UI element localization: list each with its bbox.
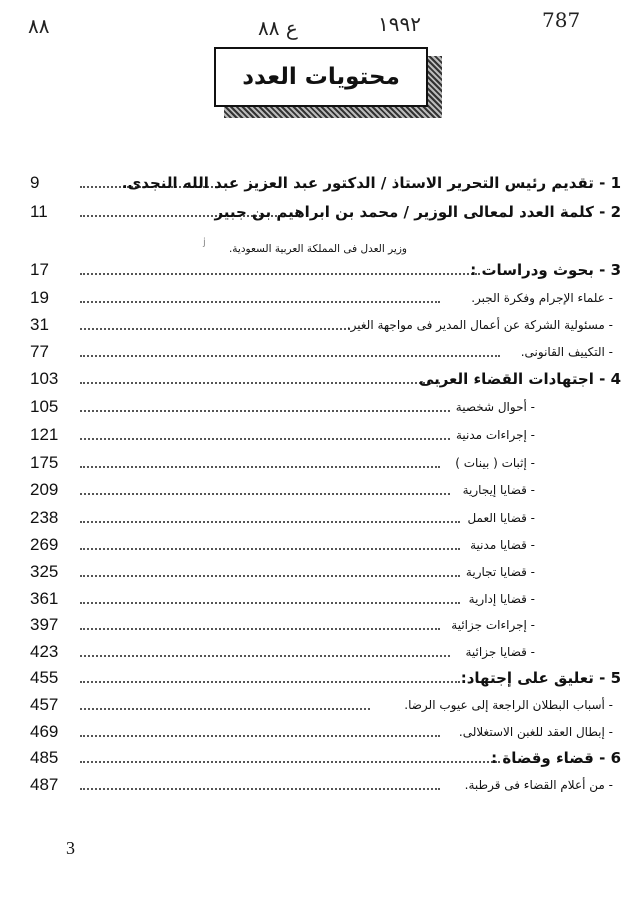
toc-entry-6: [22, 340, 621, 364]
toc-page-number: 397: [30, 615, 59, 634]
toc-leader-dots: [80, 761, 500, 763]
toc-page-number: 469: [30, 722, 59, 741]
toc-entry-text: 5 - تعليق على إجتهاد:: [460, 669, 621, 687]
toc-entry-text: - قضايا تجارية: [465, 565, 535, 579]
toc-entry-text: - علماء الإجرام وفكرة الجبر.: [471, 291, 613, 305]
toc-entry-4: [22, 286, 621, 310]
toc-page-number: 31: [30, 315, 49, 334]
handwritten-year: ١٩٩٢: [378, 12, 421, 36]
toc-entry-text: - قضايا مدنية: [470, 538, 535, 552]
toc-leader-dots: [80, 466, 440, 468]
toc-entry-21: [22, 746, 621, 770]
toc-entry-text: - قضايا العمل: [467, 511, 535, 525]
toc-entry-15: [22, 587, 621, 611]
toc-entry-text: - قضايا جزائية: [465, 645, 535, 659]
toc-page-number: 325: [30, 562, 59, 581]
toc-entry-19: [22, 693, 621, 717]
toc-leader-dots: [80, 493, 450, 495]
toc-leader-dots: [80, 410, 450, 412]
toc-page-number: 455: [30, 668, 59, 687]
toc-page-number: 175: [30, 453, 59, 472]
toc-entry-text: - إجراءات جزائية: [451, 618, 535, 632]
toc-entry-20: [22, 720, 621, 744]
toc-page-number: 11: [30, 202, 48, 221]
toc-leader-dots: [80, 628, 440, 630]
toc-entry-text: 2 - كلمة العدد لمعالى الوزير / محمد بن ابراهيم بن جبير: [214, 203, 621, 221]
toc-leader-dots: [80, 438, 450, 440]
toc-entry-text: - قضايا إدارية: [468, 592, 535, 606]
toc-entry-9: [22, 423, 621, 447]
toc-entry-14: [22, 560, 621, 584]
toc-entry-11: [22, 478, 621, 502]
toc-entry-text: 6 - قضاء وقضاة :: [491, 749, 621, 767]
toc-page-number: 17: [30, 260, 49, 279]
toc-leader-dots: [80, 602, 460, 604]
toc-leader-dots: [80, 382, 440, 384]
toc-leader-dots: [80, 788, 440, 790]
toc-leader-dots: [80, 655, 450, 657]
toc-entry-18: [22, 666, 621, 690]
toc-leader-dots: [80, 355, 500, 357]
toc-entry-text: - إبطال العقد للغبن الاستغلالى.: [458, 725, 613, 739]
toc-entry-5: [22, 313, 621, 337]
toc-entry-text: - قضايا إيجارية: [462, 483, 535, 497]
toc-entry-text: - من أعلام القضاء فى قرطبة.: [464, 778, 613, 792]
toc-entry-8: [22, 395, 621, 419]
toc-page-number: 77: [30, 342, 49, 361]
toc-entry-text: 1 - تقديم رئيس التحرير الاستاذ / الدكتور عبد العزيز عبد الله النجدى.: [121, 174, 621, 192]
toc-entry-text: - مسئولية الشركة عن أعمال المدير فى مواجهة الغير.: [346, 318, 613, 332]
toc-leader-dots: [80, 328, 350, 330]
toc-entry-16: [22, 613, 621, 637]
toc-page-number: 457: [30, 695, 59, 714]
toc-leader-dots: [80, 575, 460, 577]
toc-page-number: 121: [30, 425, 59, 444]
toc-entry-text: - التكييف القانونى.: [520, 345, 613, 359]
toc-entry-text: - أسباب البطلان الراجعة إلى عيوب الرضا.: [404, 698, 613, 712]
toc-page-number: 238: [30, 508, 59, 527]
toc-leader-dots: [80, 301, 440, 303]
toc-entry-12: [22, 506, 621, 530]
toc-entry-7: [22, 367, 621, 391]
toc-leader-dots: [80, 735, 440, 737]
minister-note: وزير العدل فى المملكة العربية السعودية.: [228, 243, 407, 255]
toc-page-number: 269: [30, 535, 59, 554]
toc-entry-22: [22, 773, 621, 797]
toc-page-number: 485: [30, 748, 59, 767]
toc-leader-dots: [80, 548, 460, 550]
toc-page-number: 9: [30, 173, 40, 192]
toc-entry-text: - أحوال شخصية: [455, 400, 535, 414]
toc-entry-2: [22, 200, 621, 224]
toc-entry-3: [22, 258, 621, 282]
page-title: محتويات العدد: [214, 47, 428, 107]
toc-entry-13: [22, 533, 621, 557]
handwritten-left-code: ٨٨: [28, 14, 50, 38]
toc-entry-1: [22, 171, 621, 195]
toc-page-number: 103: [30, 369, 59, 388]
toc-leader-dots: [80, 521, 460, 523]
toc-entry-17: [22, 640, 621, 664]
toc-entry-text: 4 - اجتهادات القضاء العربى: [418, 370, 621, 388]
handwritten-middle-code: ع ٨٨: [258, 16, 298, 40]
toc-page-number: 19: [30, 288, 49, 307]
page-number: 3: [66, 838, 75, 858]
toc-entry-text: - إثبات ( بينات ): [455, 456, 535, 470]
toc-entry-text: 3 - بحوث ودراسات :: [470, 261, 621, 279]
stray-mark: j: [203, 237, 206, 248]
toc-entry-10: [22, 451, 621, 475]
toc-leader-dots: [80, 708, 370, 710]
handwritten-right-code: 787: [542, 8, 581, 32]
toc-leader-dots: [80, 681, 460, 683]
toc-page-number: 361: [30, 589, 59, 608]
toc-page-number: 209: [30, 480, 59, 499]
toc-page-number: 105: [30, 397, 59, 416]
toc-leader-dots: [80, 273, 480, 275]
toc-entry-text: - إجراءات مدنية: [455, 428, 535, 442]
toc-page-number: 487: [30, 775, 59, 794]
toc-page-number: 423: [30, 642, 59, 661]
